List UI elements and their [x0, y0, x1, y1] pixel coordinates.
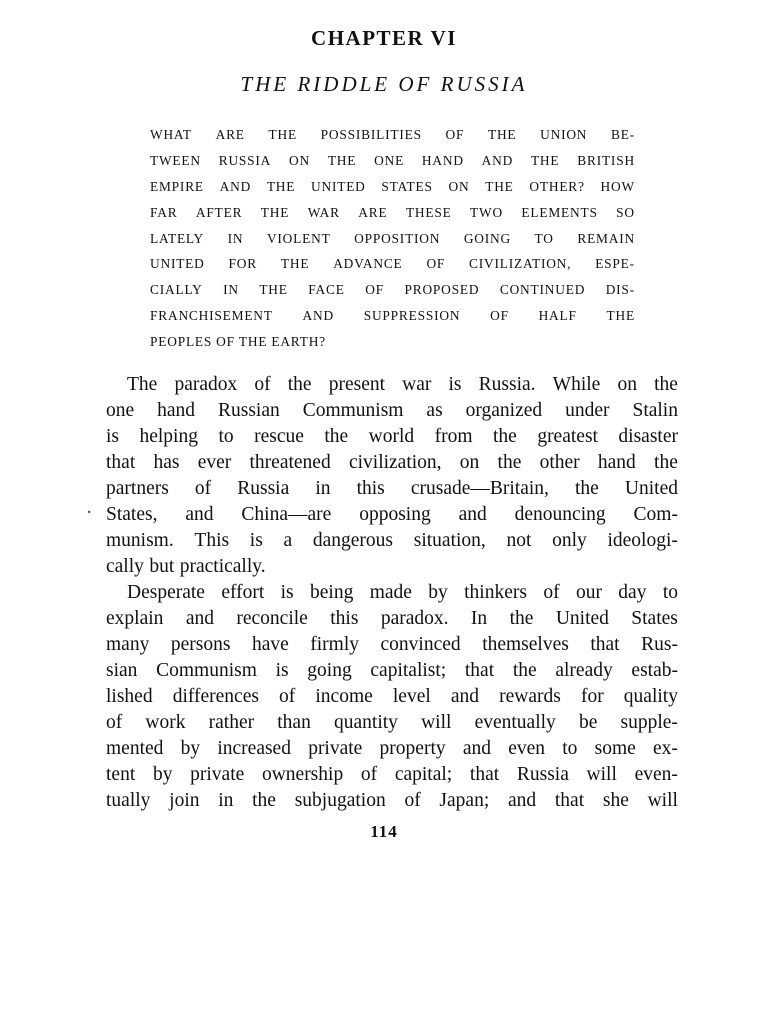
- word: Desperate: [127, 582, 205, 603]
- word: will: [586, 764, 617, 785]
- word: POSSIBILITIES: [320, 127, 422, 142]
- word: that: [464, 660, 495, 681]
- word: even-: [634, 764, 678, 785]
- word: join: [169, 790, 200, 811]
- word: is: [275, 660, 289, 681]
- word: work: [145, 712, 186, 733]
- word: ON: [448, 178, 470, 194]
- word: to: [562, 738, 578, 759]
- word: firmly: [310, 634, 360, 655]
- epigraph-line: [150, 148, 635, 174]
- word: RUSSIA: [218, 152, 272, 168]
- word: ELEMENTS: [521, 204, 598, 220]
- word: United: [624, 478, 678, 499]
- word: as: [426, 400, 443, 421]
- word: FAR: [150, 204, 178, 220]
- word: WAR: [307, 204, 340, 220]
- word: will: [647, 790, 678, 811]
- word: reconcile: [236, 608, 308, 629]
- word: paradox.: [380, 608, 449, 629]
- word: increased: [217, 738, 291, 759]
- word: THE: [327, 152, 357, 168]
- word: only: [552, 530, 587, 551]
- word: Com-: [633, 504, 678, 525]
- word: capital;: [394, 764, 453, 785]
- word: tually: [106, 790, 151, 811]
- word: PROPOSED: [404, 282, 480, 298]
- word: LATELY: [150, 230, 205, 246]
- word: for: [580, 686, 604, 707]
- word: differences: [172, 686, 259, 707]
- word: Rus-: [641, 634, 678, 655]
- word: this: [356, 478, 385, 499]
- body-line: [106, 762, 678, 788]
- word: Russian: [217, 400, 280, 421]
- word: the: [287, 374, 312, 395]
- word: and: [185, 608, 214, 629]
- word: being: [310, 582, 354, 603]
- word: civilization,: [348, 452, 442, 473]
- word: in: [218, 790, 234, 811]
- word: THESE: [405, 204, 452, 220]
- word: United: [555, 608, 609, 629]
- word: war: [402, 374, 432, 395]
- word: of: [279, 686, 296, 707]
- word: CIALLY: [150, 282, 203, 298]
- word: Russia: [516, 764, 569, 785]
- word: AND: [219, 178, 252, 194]
- word: themselves: [482, 634, 569, 655]
- word: DIS-: [605, 282, 635, 298]
- word: Russia: [237, 478, 290, 499]
- word: THE: [485, 178, 514, 194]
- word: quality: [623, 686, 678, 707]
- word: EARTH?: [271, 334, 326, 350]
- word: TWO: [470, 204, 503, 220]
- word: organized: [465, 400, 543, 421]
- word: private: [308, 738, 363, 759]
- word: and: [450, 686, 480, 707]
- word: subjugation: [294, 790, 386, 811]
- word: cally: [106, 556, 144, 577]
- word: has: [153, 452, 180, 473]
- word: of: [106, 712, 123, 733]
- epigraph-line: [150, 251, 635, 277]
- body-line: [106, 554, 678, 580]
- word: ON: [289, 152, 310, 168]
- word: ever: [197, 452, 232, 473]
- word: rescue: [254, 426, 304, 447]
- word: The: [127, 374, 158, 395]
- body-line: [106, 658, 678, 684]
- word: ESPE-: [595, 256, 635, 272]
- word: from: [434, 426, 473, 447]
- word: GOING: [463, 230, 511, 246]
- word: eventually: [474, 712, 556, 733]
- body-line: [106, 788, 678, 814]
- body-line: [106, 606, 678, 632]
- epigraph-line: [150, 329, 635, 355]
- word: private: [190, 764, 245, 785]
- word: by: [180, 738, 201, 759]
- word: THE: [259, 282, 288, 298]
- word: the: [497, 452, 522, 473]
- word: is: [280, 582, 294, 603]
- word: OF: [216, 334, 235, 350]
- word: disaster: [618, 426, 678, 447]
- word: tent: [106, 764, 136, 785]
- chapter-number: CHAPTER VI: [311, 26, 457, 50]
- word: is: [106, 426, 120, 447]
- word: the: [654, 374, 678, 395]
- word: effort: [221, 582, 265, 603]
- word: even: [508, 738, 546, 759]
- word: States: [631, 608, 678, 629]
- word: by: [428, 582, 448, 603]
- word: THE: [268, 127, 297, 142]
- word: level: [392, 686, 431, 707]
- word: this: [330, 608, 359, 629]
- page-number: 114: [370, 822, 398, 841]
- word: helping: [139, 426, 198, 447]
- body-line: [106, 424, 678, 450]
- body-line: [106, 476, 678, 502]
- word: our: [575, 582, 602, 603]
- word: on: [459, 452, 480, 473]
- word: rewards: [499, 686, 561, 707]
- word: situation,: [413, 530, 486, 551]
- body-line: [106, 580, 678, 606]
- body-line: [106, 528, 678, 554]
- word: the: [324, 426, 349, 447]
- word: IN: [227, 230, 244, 246]
- word: income: [315, 686, 373, 707]
- word: OF: [426, 256, 446, 272]
- epigraph-line: [150, 174, 635, 200]
- body-line: [106, 398, 678, 424]
- word: paradox: [174, 374, 238, 395]
- word: of: [360, 764, 378, 785]
- word: a: [283, 530, 293, 551]
- epigraph-line: [150, 226, 635, 252]
- word: going: [307, 660, 352, 681]
- word: the: [575, 478, 599, 499]
- word: REMAIN: [577, 230, 635, 246]
- word: already: [555, 660, 613, 681]
- margin-mark: ·: [86, 502, 93, 523]
- word: quantity: [334, 712, 398, 733]
- word: ONE: [374, 152, 405, 168]
- word: will: [421, 712, 452, 733]
- word: ideologi-: [607, 530, 678, 551]
- word: IN: [223, 282, 239, 298]
- word: capitalist;: [370, 660, 447, 681]
- epigraph-line: [150, 200, 635, 226]
- word: ownership: [261, 764, 344, 785]
- word: be: [578, 712, 598, 733]
- word: many: [106, 634, 150, 655]
- word: TO: [534, 230, 554, 246]
- word: ARE: [358, 204, 388, 220]
- word: on: [617, 374, 637, 395]
- word: the: [654, 452, 678, 473]
- word: AND: [302, 308, 334, 324]
- word: Japan;: [439, 790, 490, 811]
- body-text: [106, 372, 678, 814]
- word: EMPIRE: [150, 178, 204, 194]
- word: BRITISH: [577, 152, 635, 168]
- word: This: [194, 530, 230, 551]
- body-line: [106, 710, 678, 736]
- word: dangerous: [312, 530, 394, 551]
- word: HAND: [421, 152, 464, 168]
- body-line: [106, 632, 678, 658]
- word: WHAT: [150, 127, 192, 142]
- body-line: [106, 684, 678, 710]
- word: OTHER?: [529, 178, 585, 194]
- word: is: [448, 374, 462, 395]
- word: CIVILIZATION,: [469, 256, 572, 272]
- word: THE: [260, 204, 290, 220]
- word: she: [602, 790, 629, 811]
- word: In: [470, 608, 488, 629]
- word: of: [404, 790, 421, 811]
- word: UNITED: [150, 256, 205, 272]
- word: that: [590, 634, 620, 655]
- word: practically.: [179, 556, 266, 577]
- word: OPPOSITION: [354, 230, 441, 246]
- word: PEOPLES: [150, 334, 213, 350]
- word: world: [368, 426, 415, 447]
- word: VIOLENT: [266, 230, 331, 246]
- word: FOR: [228, 256, 257, 272]
- word: but: [149, 556, 175, 577]
- word: under: [565, 400, 610, 421]
- word: that: [554, 790, 585, 811]
- epigraph-line: [150, 122, 635, 148]
- word: THE: [530, 152, 560, 168]
- word: THE: [487, 127, 517, 142]
- word: OF: [490, 308, 509, 324]
- word: persons: [170, 634, 231, 655]
- word: FACE: [308, 282, 345, 298]
- chapter-epigraph: [150, 122, 635, 355]
- word: mented: [106, 738, 164, 759]
- word: rather: [208, 712, 255, 733]
- word: property: [379, 738, 446, 759]
- word: While: [552, 374, 601, 395]
- word: the: [512, 660, 537, 681]
- word: some: [594, 738, 636, 759]
- word: FRANCHISEMENT: [150, 308, 273, 324]
- word: China—are: [241, 504, 332, 525]
- word: threatened: [249, 452, 331, 473]
- body-line: [106, 502, 678, 528]
- word: other: [539, 452, 580, 473]
- word: SUPPRESSION: [363, 308, 461, 324]
- word: that: [469, 764, 500, 785]
- body-line: [106, 372, 678, 398]
- word: THE: [606, 308, 635, 324]
- word: TWEEN: [150, 152, 201, 168]
- word: ARE: [215, 127, 245, 142]
- word: Communism: [302, 400, 404, 421]
- word: and: [185, 504, 214, 525]
- word: that: [106, 452, 136, 473]
- word: and: [462, 738, 491, 759]
- word: crusade—Britain,: [410, 478, 549, 499]
- word: AND: [481, 152, 514, 168]
- word: greatest: [537, 426, 598, 447]
- epigraph-line: [150, 303, 635, 329]
- word: OF: [445, 127, 465, 142]
- epigraph-line: [150, 277, 635, 303]
- word: supple-: [620, 712, 678, 733]
- word: by: [152, 764, 173, 785]
- word: opposing: [359, 504, 431, 525]
- word: the: [493, 426, 517, 447]
- word: THE: [266, 178, 296, 194]
- word: present: [328, 374, 386, 395]
- word: Stalin: [632, 400, 678, 421]
- word: explain: [106, 608, 164, 629]
- word: in: [315, 478, 331, 499]
- word: Communism: [156, 660, 257, 681]
- word: THE: [238, 334, 268, 350]
- word: sian: [106, 660, 138, 681]
- word: of: [254, 374, 271, 395]
- word: HOW: [600, 178, 635, 194]
- word: STATES: [381, 178, 433, 194]
- word: UNION: [540, 127, 588, 142]
- word: of: [543, 582, 560, 603]
- word: and: [507, 790, 537, 811]
- word: is: [249, 530, 263, 551]
- word: States,: [106, 504, 158, 525]
- word: estab-: [631, 660, 678, 681]
- word: have: [251, 634, 289, 655]
- word: the: [252, 790, 276, 811]
- word: than: [277, 712, 311, 733]
- word: to: [662, 582, 678, 603]
- word: partners: [106, 478, 169, 499]
- chapter-title: THE RIDDLE OF RUSSIA: [240, 72, 528, 96]
- word: UNITED: [311, 178, 366, 194]
- word: hand: [157, 400, 196, 421]
- word: denouncing: [514, 504, 606, 525]
- word: munism.: [106, 530, 174, 551]
- word: HALF: [538, 308, 577, 324]
- word: to: [218, 426, 234, 447]
- word: ADVANCE: [333, 256, 403, 272]
- word: made: [369, 582, 412, 603]
- word: hand: [597, 452, 636, 473]
- word: the: [509, 608, 534, 629]
- word: OF: [365, 282, 384, 298]
- word: of: [194, 478, 212, 499]
- word: CONTINUED: [499, 282, 586, 298]
- word: ex-: [653, 738, 678, 759]
- word: one: [106, 400, 135, 421]
- word: SO: [616, 204, 635, 220]
- body-line: [106, 450, 678, 476]
- word: BE-: [611, 127, 635, 142]
- word: THE: [280, 256, 310, 272]
- word: Russia.: [478, 374, 536, 395]
- body-line: [106, 736, 678, 762]
- word: not: [506, 530, 532, 551]
- word: day: [618, 582, 647, 603]
- word: and: [458, 504, 487, 525]
- word: AFTER: [195, 204, 243, 220]
- word: lished: [106, 686, 153, 707]
- word: thinkers: [464, 582, 527, 603]
- word: convinced: [380, 634, 461, 655]
